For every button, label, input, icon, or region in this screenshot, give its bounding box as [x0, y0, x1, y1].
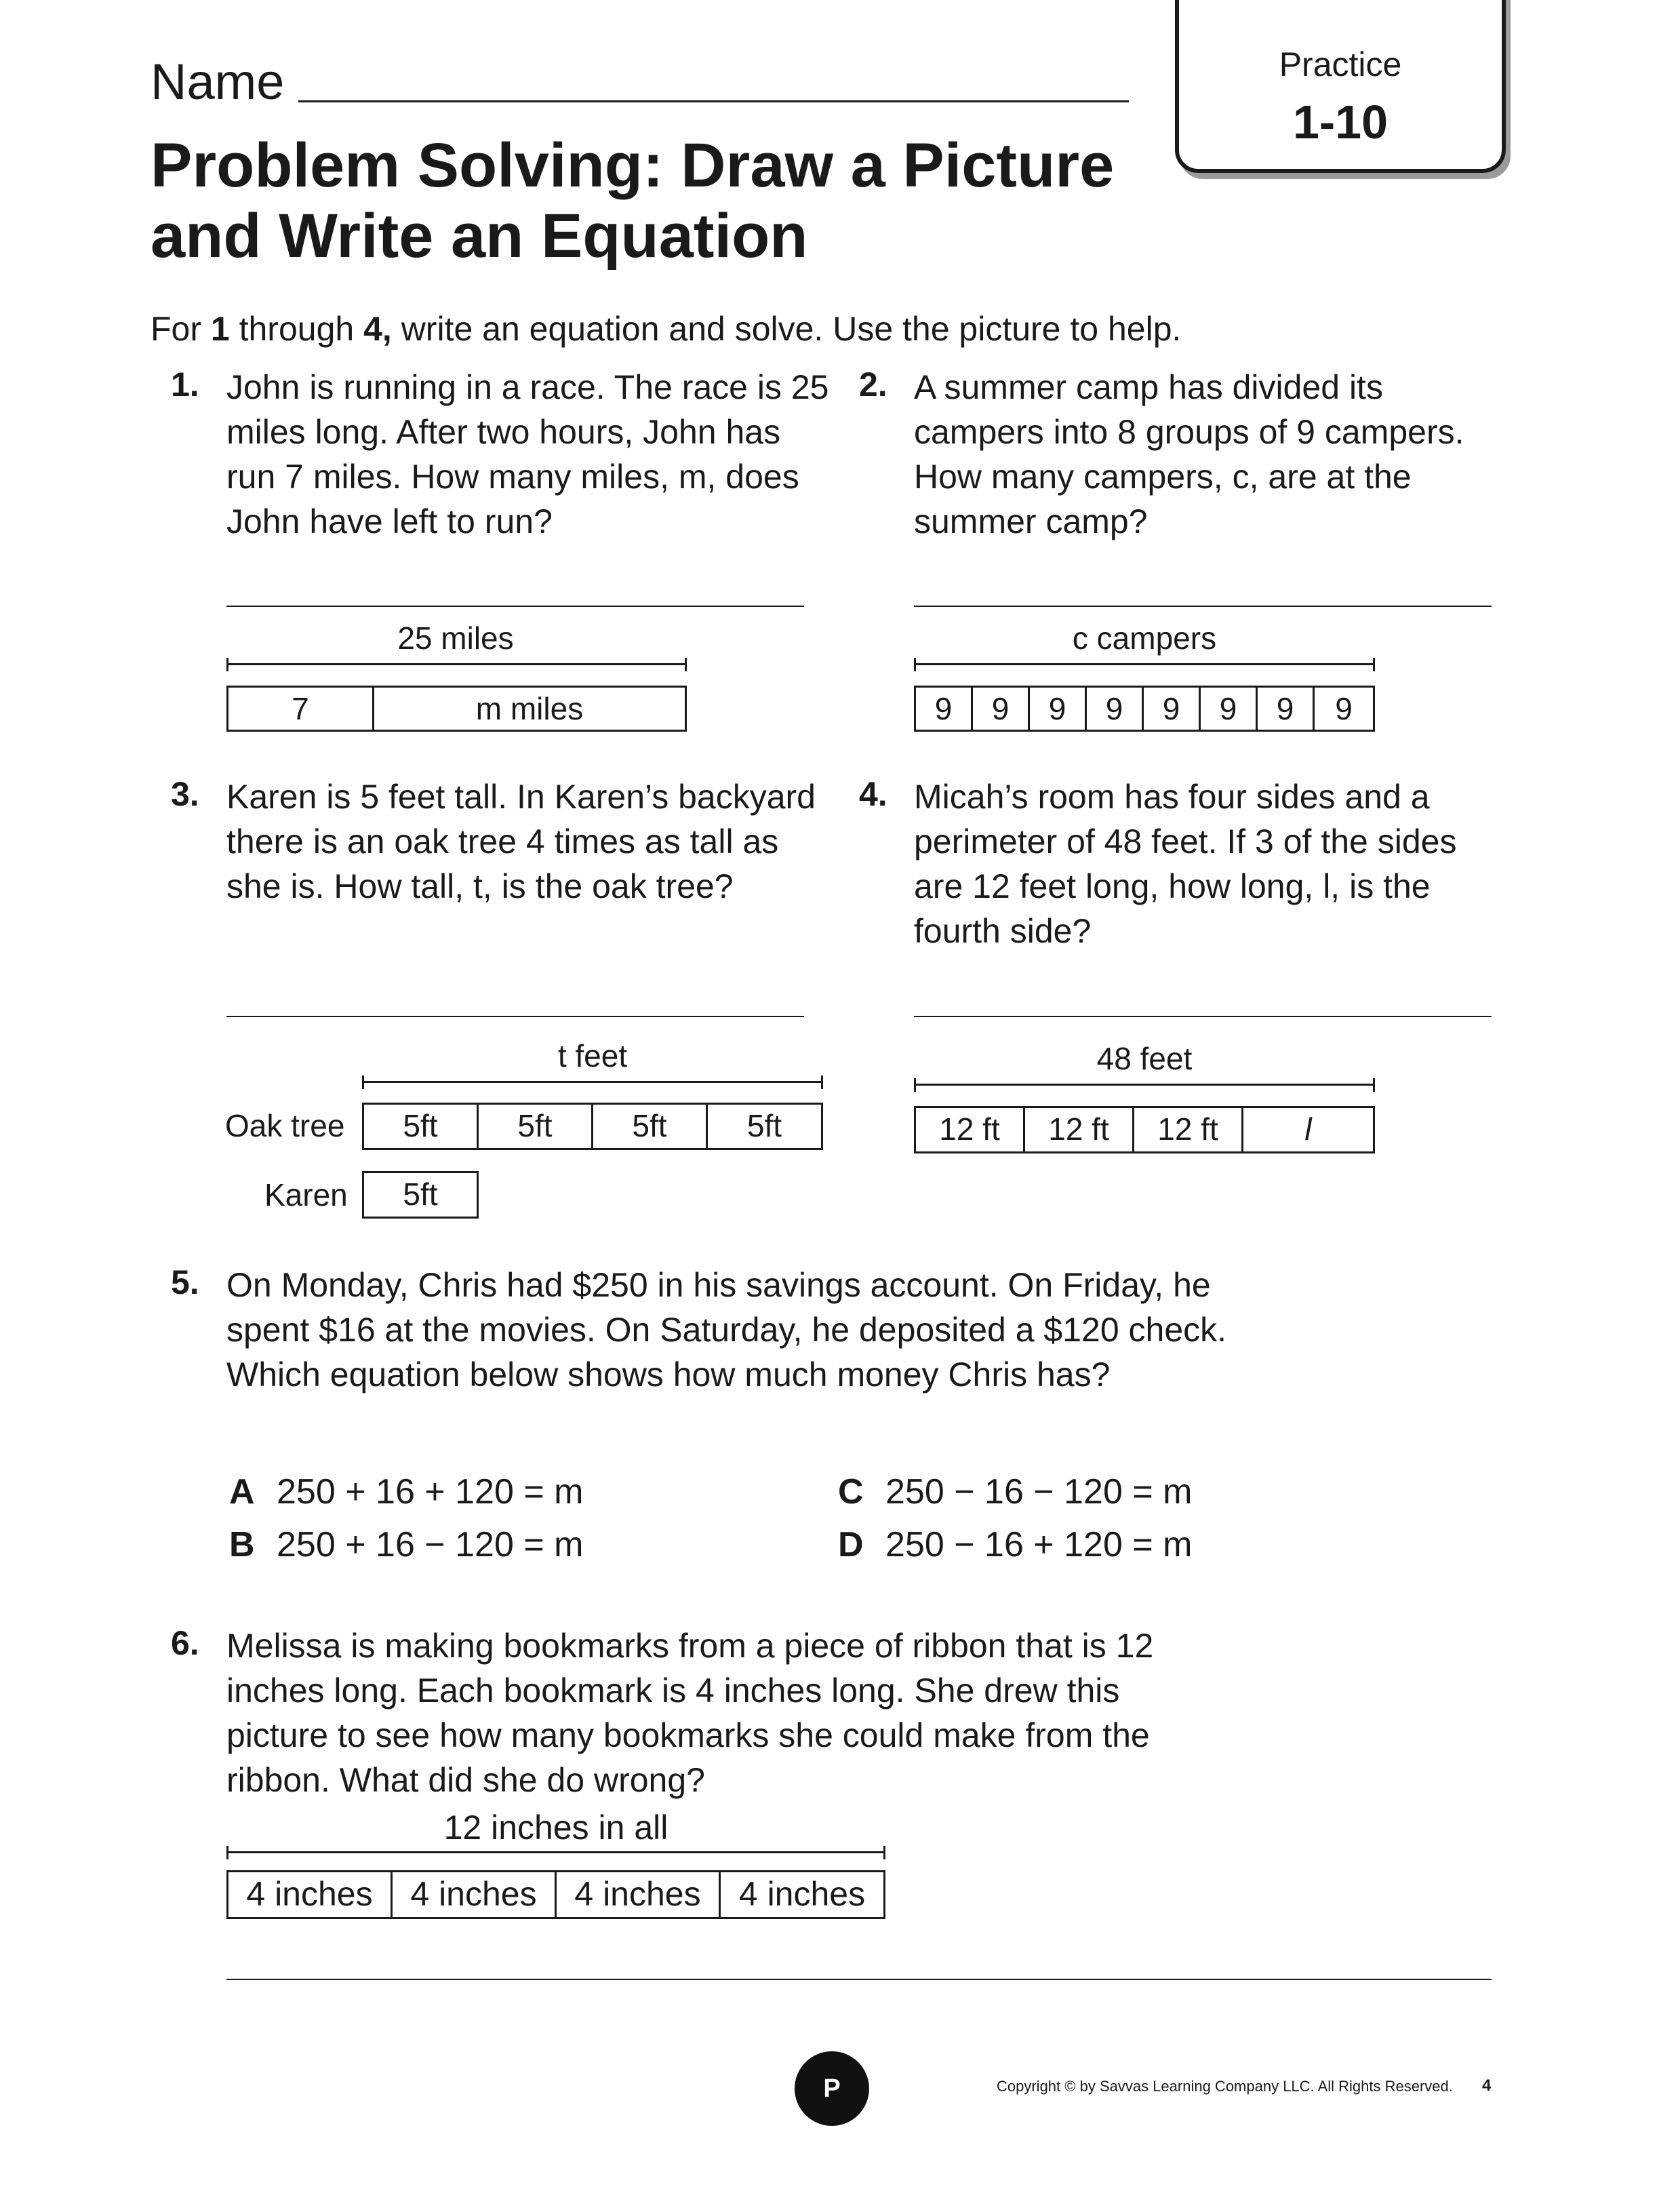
choice-equation: 250 + 16 − 120 = m	[277, 1525, 584, 1564]
q5-text: On Monday, Chris had $250 in his savings account. On Friday, he spent $16 at the movies. On Saturday, he deposited a $120 check. Which equation below shows how much money Chris has?	[226, 1266, 1227, 1394]
q6-segment: 4 inches	[228, 1872, 393, 1917]
q1-bar	[226, 686, 687, 732]
q6-segment: 4 inches	[393, 1872, 557, 1917]
q3-row2-label: Karen	[264, 1177, 348, 1212]
q2-segment: 9	[916, 688, 973, 730]
q1-answer-line[interactable]	[226, 606, 804, 607]
q1-total-label: 25 miles	[397, 620, 514, 656]
q5-choice-b[interactable]	[229, 1524, 583, 1565]
instructions-prefix: For	[151, 310, 211, 348]
q3-text: Karen is 5 feet tall. In Karen’s backyard there is an oak tree 4 times as tall as she is. How tall, t, is the oak tree?	[226, 778, 816, 905]
q1-bracket	[226, 658, 687, 671]
q3-bracket	[362, 1075, 823, 1089]
q4-text: Micah’s room has four sides and a perimeter of 48 feet. If 3 of the sides are 12 feet long, how long, l, is the fourth side?	[914, 778, 1457, 950]
q6-total-label: 12 inches in all	[443, 1809, 668, 1846]
q3-oak-segment: 5ft	[746, 1108, 782, 1143]
q2-segment: 9	[1201, 688, 1258, 730]
q6-answer-line[interactable]	[226, 1979, 1492, 1980]
q4-segment: 12 ft	[1134, 1108, 1243, 1151]
q4-segment: 12 ft	[916, 1108, 1025, 1151]
q5-choice-d[interactable]	[838, 1524, 1192, 1565]
q3-answer-line[interactable]	[226, 1016, 804, 1017]
q5-choice-c[interactable]	[838, 1472, 1192, 1512]
q2-segment: 9	[1258, 688, 1315, 730]
q2-segment: 9	[973, 688, 1030, 730]
q2-text: A summer camp has divided its campers into 8 groups of 9 campers. How many campers, c, are at the summer camp?	[914, 368, 1464, 540]
page-title: Problem Solving: Draw a Picture and Write an Equation	[151, 131, 1115, 271]
q3-karen-bar	[362, 1171, 479, 1219]
name-label: Name	[151, 54, 285, 110]
instructions-middle: through	[229, 310, 364, 348]
q6-bar	[226, 1870, 885, 1919]
q3-oak-bar	[362, 1103, 823, 1150]
page-code-badge: P 1•10	[795, 2051, 869, 2126]
q6-number: 6.	[171, 1624, 199, 1662]
q1-segment: 7	[228, 688, 374, 730]
q5-choice-a[interactable]	[229, 1472, 583, 1512]
q6-text: Melissa is making bookmarks from a piece of ribbon that is 12 inches long. Each bookmark is 4 inches long. She drew this picture to see how many bookmarks she could make from the ribbon. What did she do wrong?	[226, 1627, 1154, 1799]
q2-segment: 9	[1335, 691, 1353, 726]
q4-number: 4.	[859, 775, 887, 813]
name-line[interactable]	[298, 100, 1129, 102]
q6-segment: 4 inches	[738, 1875, 866, 1913]
q3-row1-label: Oak tree	[225, 1108, 345, 1143]
choice-equation: 250 − 16 − 120 = m	[885, 1472, 1193, 1512]
q3-karen-segment: 5ft	[403, 1177, 438, 1212]
q2-number: 2.	[859, 366, 887, 403]
q3-total-label: t feet	[557, 1038, 628, 1073]
q2-answer-line[interactable]	[914, 606, 1492, 607]
q2-total-label: c campers	[1072, 620, 1217, 656]
q3-oak-segment: 5ft	[479, 1105, 593, 1148]
q2-segment: 9	[1144, 688, 1201, 730]
q4-answer-line[interactable]	[914, 1016, 1492, 1017]
instructions-to: 4,	[363, 310, 392, 348]
copyright: Copyright © by Savvas Learning Company LLC. All Rights Reserved.	[997, 2078, 1453, 2095]
choice-equation: 250 − 16 + 120 = m	[885, 1525, 1193, 1564]
badge-label: Practice	[1279, 45, 1402, 83]
q2-segment: 9	[1030, 688, 1087, 730]
choice-letter: C	[838, 1472, 864, 1512]
page-number: 4	[1482, 2076, 1492, 2095]
q2-bar	[914, 686, 1375, 732]
choice-letter: B	[229, 1525, 255, 1564]
q4-bracket	[914, 1078, 1375, 1092]
q5-number: 5.	[171, 1263, 199, 1301]
q1-text: John is running in a race. The race is 25 miles long. After two hours, John has run 7 miles. How many miles, m, does John have left to run?	[226, 368, 829, 540]
choice-letter: D	[838, 1525, 864, 1564]
q3-oak-segment: 5ft	[364, 1105, 479, 1148]
q1-segment: m miles	[475, 691, 584, 726]
choice-letter: A	[229, 1472, 255, 1512]
q2-bracket	[914, 658, 1375, 671]
q1-number: 1.	[171, 366, 199, 403]
instructions-from: 1	[210, 310, 230, 348]
q4-bar	[914, 1106, 1375, 1153]
q4-segment: l	[1304, 1111, 1312, 1147]
q3-oak-segment: 5ft	[593, 1105, 708, 1148]
q4-segment: 12 ft	[1025, 1108, 1134, 1151]
q2-segment: 9	[1087, 688, 1144, 730]
q6-segment: 4 inches	[557, 1872, 721, 1917]
instructions-suffix: write an equation and solve. Use the picture to help.	[391, 310, 1182, 348]
badge-number: 1-10	[1292, 96, 1389, 149]
q4-total-label: 48 feet	[1096, 1041, 1193, 1076]
instructions	[151, 309, 1181, 349]
q6-bracket	[226, 1846, 885, 1859]
q3-number: 3.	[171, 775, 199, 813]
choice-equation: 250 + 16 + 120 = m	[277, 1472, 584, 1512]
